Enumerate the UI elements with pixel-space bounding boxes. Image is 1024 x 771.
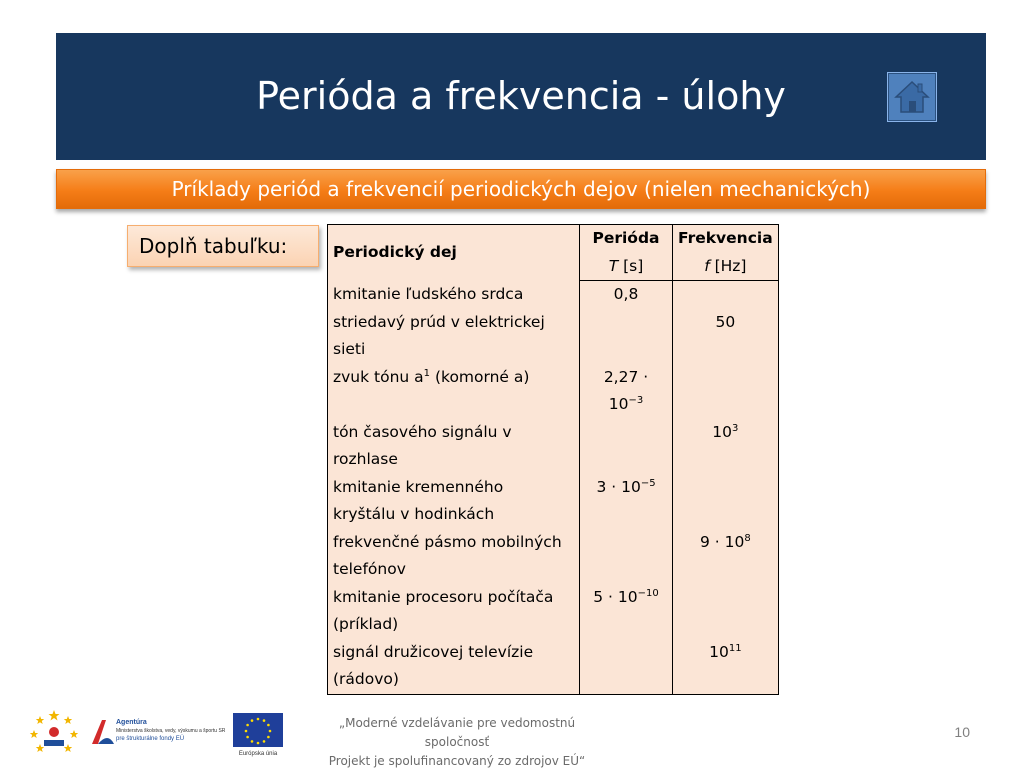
table-row <box>328 584 779 639</box>
event-name: signál družicovej televízie (rádovo) <box>328 639 580 695</box>
table-header-row <box>328 225 779 253</box>
event-name: zvuk tónu $a^1$ (komorné a) <box>328 364 580 419</box>
home-icon <box>893 78 931 116</box>
frequency-value: $9 \cdot 10^8$ <box>673 529 779 584</box>
agency-funds: pre štrukturálne fondy EÚ <box>116 736 185 742</box>
eu-label: Európska únia <box>238 751 278 757</box>
event-name: tón časového signálu v rozhlase <box>328 419 580 474</box>
table-row <box>328 639 779 695</box>
frequency-value <box>673 474 779 529</box>
event-name: frekvenčné pásmo mobilných telefónov <box>328 529 580 584</box>
footer-line-2: Projekt je spolufinancovaný zo zdrojov EÚ“ <box>328 754 586 768</box>
agency-ministry: Ministerstva školstva, vedy, výskumu a športu SR <box>116 728 226 734</box>
title-bar <box>56 33 986 160</box>
event-name: kmitanie procesoru počítača (príklad) <box>328 584 580 639</box>
eu-logo <box>233 713 283 761</box>
period-value <box>580 639 673 695</box>
frequency-value: 50 <box>673 309 779 364</box>
period-value: $3 \cdot 10^{-5}$ <box>580 474 673 529</box>
period-value: 0,8 <box>580 281 673 309</box>
event-name: kmitanie ľudského srdca <box>328 281 580 309</box>
period-value <box>580 419 673 474</box>
footer-line-1: „Moderné vzdelávanie pre vedomostnú spoločnosť <box>338 716 576 749</box>
fill-table-label: Doplň tabuľku: <box>127 225 319 267</box>
table-row <box>328 529 779 584</box>
agency-logo <box>88 714 228 750</box>
period-value: $2,27 \cdot 10^{-3}$ <box>580 364 673 419</box>
table-row <box>328 309 779 364</box>
event-name: striedavý prúd v elektrickej sieti <box>328 309 580 364</box>
event-name: kmitanie kremenného kryštálu v hodinkách <box>328 474 580 529</box>
period-frequency-table <box>327 224 779 695</box>
home-button[interactable] <box>887 72 937 122</box>
period-value: $5 \cdot 10^{-10}$ <box>580 584 673 639</box>
header-period: Perióda <box>580 225 673 253</box>
slide-title: Perióda a frekvencia - úlohy <box>256 74 786 118</box>
frequency-value <box>673 584 779 639</box>
header-frequency: Frekvencia <box>673 225 779 253</box>
period-value <box>580 309 673 364</box>
header-periodic-event: Periodický dej <box>328 225 580 281</box>
agency-name: Agentúra <box>116 719 147 726</box>
frequency-value <box>673 281 779 309</box>
header-period-unit: T [s] <box>580 253 673 281</box>
table-row <box>328 364 779 419</box>
subtitle-banner: Príklady periód a frekvencií periodických dejov (nielen mechanických) <box>56 169 986 209</box>
period-value <box>580 529 673 584</box>
education-program-logo <box>28 708 80 760</box>
table-row <box>328 419 779 474</box>
table-row <box>328 281 779 309</box>
frequency-value: $10^{11}$ <box>673 639 779 695</box>
page-number: 10 <box>954 724 970 740</box>
header-frequency-unit: f [Hz] <box>673 253 779 281</box>
footer-project-text <box>312 714 602 771</box>
frequency-value <box>673 364 779 419</box>
table-row <box>328 474 779 529</box>
frequency-value: $10^3$ <box>673 419 779 474</box>
